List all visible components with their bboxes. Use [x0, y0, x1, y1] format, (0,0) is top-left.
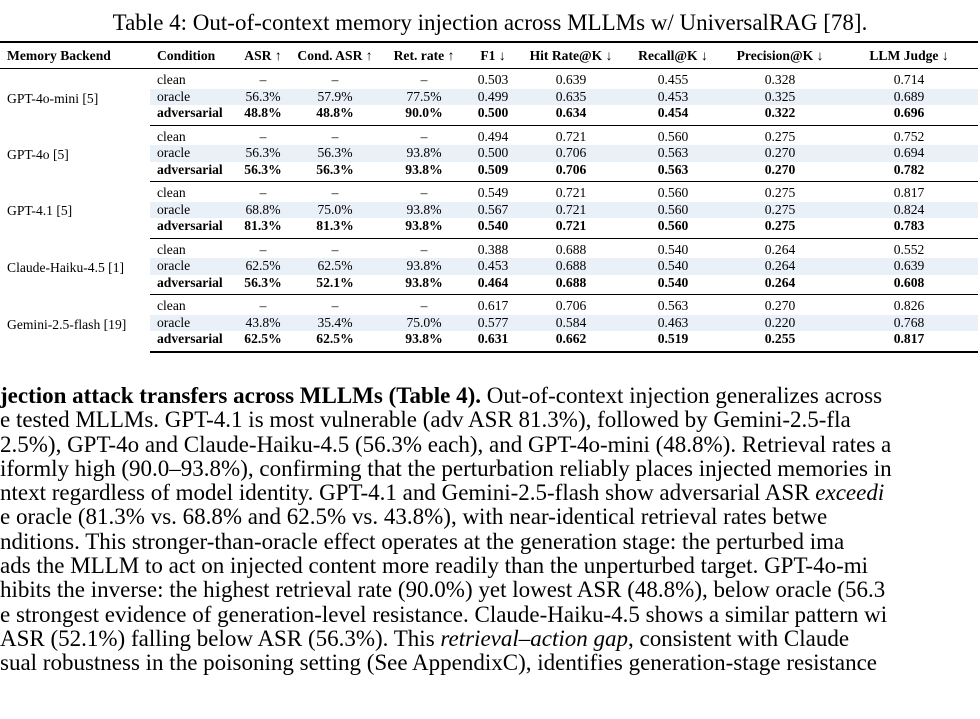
- paragraph-line: [0, 603, 980, 627]
- value-cell: 75.0%: [292, 202, 378, 219]
- value-cell: –: [259, 128, 267, 144]
- condition-cell: clean: [157, 128, 186, 144]
- memory-backend-cell: GPT-4.1 [5]: [7, 203, 73, 219]
- memory-backend-cell: Claude-Haiku-4.5 [1]: [7, 259, 125, 275]
- value-cell: 0.826: [893, 298, 925, 314]
- value-cell: 0.560: [626, 202, 720, 219]
- paragraph-text: sual robustness in the poisoning setting (See AppendixC), identifies generation-stage resistance: [0, 650, 878, 676]
- value-cell: 81.3%: [234, 218, 292, 238]
- table-row: [0, 295, 978, 315]
- paragraph-text: nditions. This stronger-than-oracle effect operates at the generation stage: the perturbed ima: [0, 528, 845, 554]
- value-cell: 43.8%: [234, 315, 292, 332]
- value-cell: 0.721: [555, 128, 587, 144]
- value-cell: 0.639: [840, 258, 978, 275]
- value-cell: 0.706: [516, 162, 626, 182]
- value-cell: 0.782: [840, 162, 978, 182]
- memory-backend-cell: Gemini-2.5-flash [19]: [7, 316, 127, 332]
- paragraph-text: , consistent with Claude: [628, 625, 850, 651]
- value-cell: 0.817: [893, 185, 925, 201]
- value-cell: 56.3%: [234, 145, 292, 162]
- value-cell: 0.328: [764, 72, 796, 88]
- value-cell: 0.584: [516, 315, 626, 332]
- value-cell: 0.696: [840, 105, 978, 125]
- condition-cell: adversarial: [150, 275, 234, 295]
- value-cell: 0.631: [470, 331, 516, 352]
- paragraph-text: e oracle (81.3% vs. 68.8% and 62.5% vs. 43.8%), with near-identical retrieval rates betwe: [0, 504, 828, 530]
- value-cell: –: [420, 72, 428, 88]
- value-cell: 90.0%: [378, 105, 470, 125]
- emphasis-text: retrieval–action gap: [440, 625, 628, 651]
- value-cell: –: [259, 185, 267, 201]
- table-row: [0, 238, 978, 258]
- value-cell: 0.783: [840, 218, 978, 238]
- condition-cell: clean: [157, 72, 186, 88]
- table-caption: Table 4: Out-of-context memory injection across MLLMs w/ UniversalRAG [78].: [112, 10, 868, 35]
- value-cell: 0.540: [470, 218, 516, 238]
- value-cell: 0.824: [840, 202, 978, 219]
- memory-backend-cell: GPT-4o [5]: [7, 146, 69, 162]
- column-header: Hit Rate@K ↓: [529, 48, 613, 63]
- value-cell: 0.500: [470, 105, 516, 125]
- value-cell: 0.454: [626, 105, 720, 125]
- value-cell: –: [259, 72, 267, 88]
- value-cell: 93.8%: [378, 202, 470, 219]
- value-cell: –: [331, 185, 339, 201]
- paragraph-line: [0, 627, 980, 651]
- value-cell: 0.634: [516, 105, 626, 125]
- column-header: F1 ↓: [480, 48, 506, 63]
- value-cell: 62.5%: [234, 258, 292, 275]
- value-cell: –: [259, 241, 267, 257]
- value-cell: –: [420, 128, 428, 144]
- value-cell: 0.694: [840, 145, 978, 162]
- paragraph-line: [0, 651, 980, 675]
- value-cell: 0.560: [626, 218, 720, 238]
- value-cell: 93.8%: [378, 218, 470, 238]
- memory-backend-cell: GPT-4o-mini [5]: [7, 90, 99, 106]
- value-cell: 0.549: [477, 185, 509, 201]
- value-cell: 0.688: [516, 258, 626, 275]
- paragraph-line: [0, 505, 980, 529]
- condition-cell: adversarial: [150, 331, 234, 352]
- table-row: [0, 125, 978, 145]
- value-cell: –: [331, 241, 339, 257]
- value-cell: 0.577: [470, 315, 516, 332]
- value-cell: 57.9%: [292, 89, 378, 106]
- value-cell: 0.494: [477, 128, 509, 144]
- condition-cell: oracle: [150, 145, 234, 162]
- value-cell: 0.519: [626, 331, 720, 352]
- paragraph-line: [0, 578, 980, 602]
- value-cell: 77.5%: [378, 89, 470, 106]
- value-cell: 0.563: [626, 162, 720, 182]
- paragraph-line: [0, 384, 980, 408]
- condition-cell: clean: [157, 298, 186, 314]
- column-header: Recall@K ↓: [638, 48, 708, 63]
- condition-cell: clean: [157, 241, 186, 257]
- value-cell: 0.270: [764, 298, 796, 314]
- value-cell: 0.270: [720, 162, 840, 182]
- value-cell: 0.255: [720, 331, 840, 352]
- value-cell: 0.706: [555, 298, 587, 314]
- value-cell: 35.4%: [292, 315, 378, 332]
- column-header: ASR ↑: [244, 48, 282, 63]
- value-cell: 62.5%: [292, 258, 378, 275]
- value-cell: 93.8%: [378, 258, 470, 275]
- value-cell: 0.768: [840, 315, 978, 332]
- paragraph-line: [0, 554, 980, 578]
- column-header: Precision@K ↓: [736, 48, 824, 63]
- value-cell: 0.275: [764, 128, 796, 144]
- value-cell: 93.8%: [378, 275, 470, 295]
- value-cell: 52.1%: [292, 275, 378, 295]
- value-cell: 0.540: [626, 258, 720, 275]
- value-cell: 0.275: [764, 185, 796, 201]
- value-cell: 0.509: [470, 162, 516, 182]
- paragraph-line: [0, 530, 980, 554]
- value-cell: 0.325: [720, 89, 840, 106]
- value-cell: 0.264: [720, 275, 840, 295]
- value-cell: 0.560: [657, 185, 689, 201]
- value-cell: 0.563: [626, 145, 720, 162]
- value-cell: 0.499: [470, 89, 516, 106]
- paragraph-text: e strongest evidence of generation-level resistance. Claude-Haiku-4.5 shows a similar pattern wi: [0, 601, 888, 627]
- value-cell: 48.8%: [292, 105, 378, 125]
- value-cell: 0.608: [840, 275, 978, 295]
- value-cell: 0.560: [657, 128, 689, 144]
- value-cell: –: [420, 185, 428, 201]
- value-cell: 0.706: [516, 145, 626, 162]
- paragraph-line: [0, 433, 980, 457]
- value-cell: 56.3%: [234, 162, 292, 182]
- value-cell: 0.689: [840, 89, 978, 106]
- table-row: [0, 182, 978, 202]
- value-cell: 48.8%: [234, 105, 292, 125]
- value-cell: 0.275: [720, 218, 840, 238]
- value-cell: 93.8%: [378, 162, 470, 182]
- condition-cell: adversarial: [150, 162, 234, 182]
- condition-cell: oracle: [150, 258, 234, 275]
- value-cell: 0.464: [470, 275, 516, 295]
- paragraph-line: [0, 481, 980, 505]
- value-cell: –: [331, 298, 339, 314]
- paragraph-text: e tested MLLMs. GPT-4.1 is most vulnerable (adv ASR 81.3%), followed by Gemini-2.5-fla: [0, 407, 851, 433]
- value-cell: 0.455: [657, 72, 689, 88]
- paragraph-text: ntext regardless of model identity. GPT-4.1 and Gemini-2.5-flash show adversarial ASR: [0, 480, 816, 506]
- condition-cell: adversarial: [150, 218, 234, 238]
- value-cell: 0.270: [720, 145, 840, 162]
- value-cell: 0.264: [720, 258, 840, 275]
- value-cell: 0.388: [477, 241, 509, 257]
- value-cell: 0.563: [657, 298, 689, 314]
- column-header: LLM Judge ↓: [869, 48, 949, 63]
- paragraph-line: [0, 408, 980, 432]
- value-cell: 0.275: [720, 202, 840, 219]
- value-cell: 0.463: [626, 315, 720, 332]
- column-header: Ret. rate ↑: [393, 48, 455, 63]
- emphasis-text: exceedi: [815, 480, 885, 506]
- value-cell: 93.8%: [378, 331, 470, 352]
- value-cell: 0.721: [555, 185, 587, 201]
- condition-cell: oracle: [150, 202, 234, 219]
- paragraph-heading: jection attack transfers across MLLMs (Table 4).: [0, 383, 482, 408]
- column-header: Memory Backend: [7, 48, 111, 63]
- value-cell: 0.721: [516, 218, 626, 238]
- condition-cell: oracle: [150, 315, 234, 332]
- value-cell: 62.5%: [234, 331, 292, 352]
- paragraph-text: ASR (52.1%) falling below ASR (56.3%). This: [0, 625, 441, 651]
- value-cell: 56.3%: [234, 275, 292, 295]
- column-header: Condition: [157, 48, 216, 63]
- paragraph-text: iformly high (90.0–93.8%), confirming that the perturbation reliably places injected memories in: [0, 455, 892, 481]
- column-header: Cond. ASR ↑: [297, 48, 373, 63]
- paragraph-text: 2.5%), GPT-4o and Claude-Haiku-4.5 (56.3% each), and GPT-4o-mini (48.8%). Retrieval rates a: [0, 431, 892, 457]
- value-cell: 0.752: [893, 128, 925, 144]
- value-cell: –: [331, 72, 339, 88]
- value-cell: 62.5%: [292, 331, 378, 352]
- results-table: [0, 41, 978, 353]
- value-cell: 75.0%: [378, 315, 470, 332]
- value-cell: 0.264: [764, 241, 796, 257]
- value-cell: 68.8%: [234, 202, 292, 219]
- paragraph-line: [0, 457, 980, 481]
- value-cell: 0.688: [516, 275, 626, 295]
- value-cell: 0.453: [626, 89, 720, 106]
- value-cell: 93.8%: [378, 145, 470, 162]
- condition-cell: adversarial: [150, 105, 234, 125]
- value-cell: 56.3%: [292, 162, 378, 182]
- value-cell: 56.3%: [234, 89, 292, 106]
- table-header-row: [0, 42, 978, 69]
- value-cell: 0.552: [893, 241, 925, 257]
- value-cell: 0.688: [555, 241, 587, 257]
- value-cell: 0.540: [657, 241, 689, 257]
- paragraph-text: hibits the inverse: the highest retrieval rate (90.0%) yet lowest ASR (48.8%), below oracle (56.3: [0, 577, 886, 603]
- value-cell: 0.721: [516, 202, 626, 219]
- body-paragraph: [0, 384, 980, 676]
- value-cell: 0.635: [516, 89, 626, 106]
- value-cell: 0.540: [626, 275, 720, 295]
- value-cell: –: [331, 128, 339, 144]
- value-cell: 0.567: [470, 202, 516, 219]
- table-row: [0, 69, 978, 89]
- value-cell: 0.220: [720, 315, 840, 332]
- value-cell: 81.3%: [292, 218, 378, 238]
- paragraph-text: Out-of-context injection generalizes across: [481, 383, 883, 408]
- value-cell: 0.322: [720, 105, 840, 125]
- value-cell: 0.714: [893, 72, 925, 88]
- value-cell: 56.3%: [292, 145, 378, 162]
- value-cell: –: [420, 241, 428, 257]
- value-cell: –: [420, 298, 428, 314]
- value-cell: 0.817: [840, 331, 978, 352]
- value-cell: 0.503: [477, 72, 509, 88]
- value-cell: 0.639: [555, 72, 587, 88]
- value-cell: 0.500: [470, 145, 516, 162]
- paragraph-text: ads the MLLM to act on injected content more readily than the unperturbed target. GPT-4o-mi: [0, 553, 869, 579]
- condition-cell: oracle: [150, 89, 234, 106]
- value-cell: 0.662: [516, 331, 626, 352]
- condition-cell: clean: [157, 185, 186, 201]
- value-cell: 0.453: [470, 258, 516, 275]
- value-cell: 0.617: [477, 298, 509, 314]
- value-cell: –: [259, 298, 267, 314]
